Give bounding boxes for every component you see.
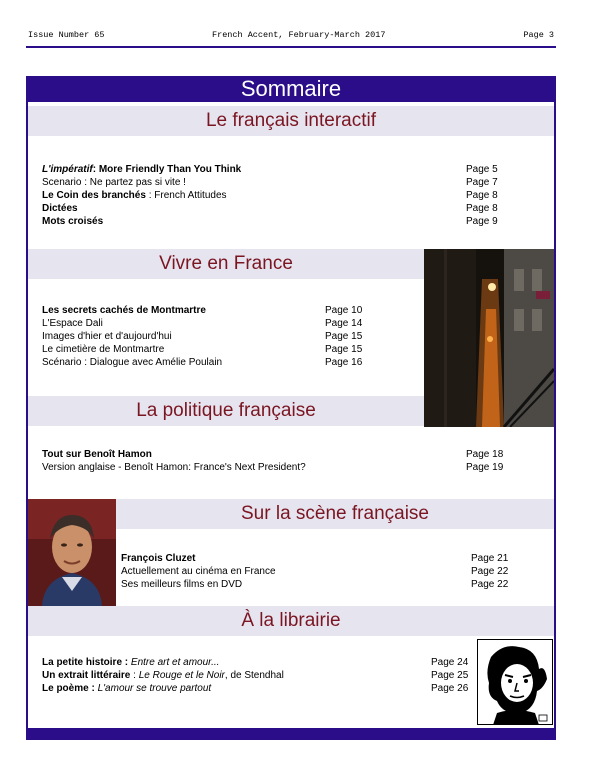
toc-entry-page: Page 21 [471, 553, 509, 564]
toc-entry-text: Ses meilleurs films en DVD [121, 579, 243, 590]
bottom-bar [26, 728, 556, 740]
toc-entry [42, 163, 498, 176]
toc-entry-page: Page 16 [325, 357, 363, 368]
toc-entry-text: L'amour se trouve partout [94, 683, 212, 694]
toc-entry [42, 669, 469, 682]
portrait-photo [28, 499, 116, 606]
toc-entry-page: Page 7 [466, 177, 498, 188]
toc-entry-page: Page 26 [431, 683, 469, 694]
toc-entry-text: Dictées [42, 203, 78, 214]
section-heading-scene: Sur la scène française [116, 499, 554, 529]
toc-entry-text: Le Rouge et le Noir [138, 670, 225, 681]
toc-entry-text: Mots croisés [42, 216, 104, 227]
toc-entry-text: Tout sur Benoît Hamon [42, 449, 152, 460]
issue-number: Issue Number 65 [28, 30, 105, 40]
toc-entry [42, 682, 469, 695]
section-heading-librairie: À la librairie [28, 606, 554, 636]
toc-entry [121, 565, 509, 578]
toc-entry-text: Le Coin des branchés [42, 190, 146, 201]
header-rule [26, 46, 556, 48]
toc-entry-text: Actuellement au cinéma en France [121, 566, 276, 577]
toc-entry-text: : More Friendly Than You Think [92, 164, 242, 175]
toc-entry-page: Page 8 [466, 190, 498, 201]
toc-entry-page: Page 9 [466, 216, 498, 227]
toc-entry [42, 215, 498, 228]
toc-entry-text: Images d'hier et d'aujourd'hui [42, 331, 172, 342]
toc-entry-text: , de Stendhal [224, 670, 284, 681]
stendhal-drawing [477, 639, 553, 725]
toc-entry-page: Page 15 [325, 331, 363, 342]
montmartre-street-photo [424, 249, 554, 427]
toc-entry [42, 330, 363, 343]
toc-entry-page: Page 8 [466, 203, 498, 214]
toc-entry-text: L'impératif [42, 164, 93, 175]
running-header [28, 30, 554, 42]
toc-entry-text: François Cluzet [121, 553, 196, 564]
toc-entry-text: : [130, 670, 139, 681]
toc-entry-text: Le cimetière de Montmartre [42, 344, 165, 355]
toc-entry [42, 656, 469, 669]
page-title: Sommaire [26, 76, 556, 102]
toc-entry-page: Page 22 [471, 566, 509, 577]
toc-entry-text: Les secrets cachés de Montmartre [42, 305, 206, 316]
section-heading-politique: La politique française [28, 396, 424, 426]
toc-entry [121, 578, 509, 591]
toc-entry-text: Le poème : [42, 683, 95, 694]
toc-entry-page: Page 5 [466, 164, 498, 175]
page-number: Page 3 [523, 30, 554, 40]
toc-entry-text: Un extrait littéraire [42, 670, 131, 681]
toc-entry [42, 343, 363, 356]
toc-entry-page: Page 24 [431, 657, 469, 668]
toc-entry [42, 317, 363, 330]
toc-entry-text: L'Espace Dali [42, 318, 103, 329]
toc-entry-text: Scenario : Ne partez pas si vite ! [42, 177, 186, 188]
toc-entry-text: Version anglaise - Benoît Hamon: France's Next President? [42, 462, 306, 473]
toc-entry-page: Page 18 [466, 449, 504, 460]
section-heading-interactive: Le français interactif [28, 106, 554, 136]
toc-entry-page: Page 19 [466, 462, 504, 473]
toc-entry-text: La petite histoire : [42, 657, 129, 668]
publication-title: French Accent, February-March 2017 [212, 30, 386, 40]
toc-entry [42, 304, 363, 317]
toc-entry [42, 461, 504, 474]
toc-entry-page: Page 15 [325, 344, 363, 355]
toc-entry [42, 356, 363, 369]
toc-entry-text: : French Attitudes [145, 190, 227, 201]
toc-entry-page: Page 22 [471, 579, 509, 590]
section-heading-vivre: Vivre en France [28, 249, 424, 279]
toc-entry-page: Page 10 [325, 305, 363, 316]
toc-entry-page: Page 25 [431, 670, 469, 681]
toc-entry [42, 176, 498, 189]
toc-entry [42, 189, 498, 202]
toc-entry [42, 202, 498, 215]
toc-entry-text: Entre art et amour... [128, 657, 220, 668]
toc-entry-page: Page 14 [325, 318, 363, 329]
toc-entry [42, 448, 504, 461]
toc-entry [121, 552, 509, 565]
toc-entry-text: Scénario : Dialogue avec Amélie Poulain [42, 357, 223, 368]
